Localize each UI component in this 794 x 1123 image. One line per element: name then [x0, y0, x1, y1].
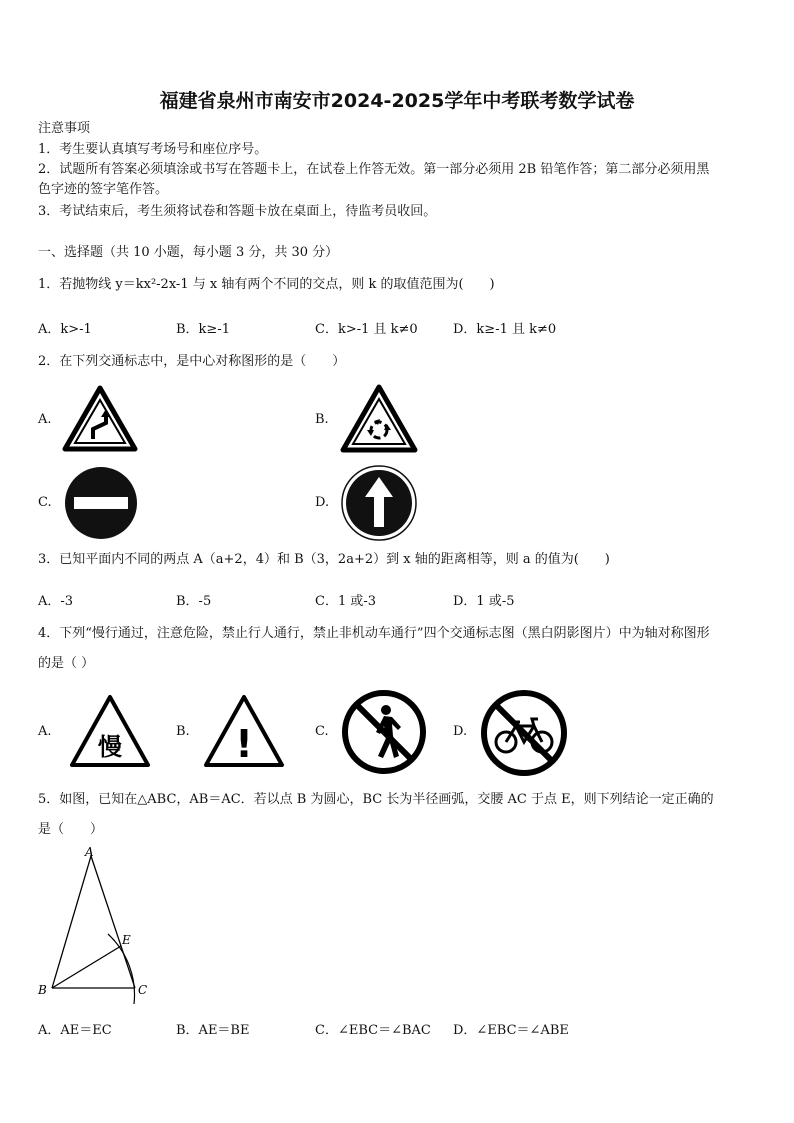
danger-sign-text: !	[235, 722, 253, 766]
triangle-figure	[36, 842, 156, 1007]
straight-ahead-sign-icon	[341, 465, 417, 541]
question-2-stem: 2．在下列交通标志中，是中心对称图形的是（ ）	[38, 354, 346, 369]
roundabout-sign-icon	[340, 384, 418, 454]
section-heading: 一、选择题（共 10 小题，每小题 3 分，共 30 分）	[38, 245, 339, 260]
q3-option-d: D．1 或-5	[453, 594, 515, 609]
slow-sign-text: 慢	[98, 733, 122, 761]
q5-option-a: A．AE＝EC	[38, 1023, 112, 1038]
notice-item: 3．考试结束后，考生须将试卷和答题卡放在桌面上，待监考员收回。	[38, 204, 437, 219]
question-4-stem: 4．下列“慢行通过，注意危险，禁止行人通行，禁止非机动车通行”四个交通标志图（黑白阴影图片）中为轴对称图形	[38, 626, 710, 641]
question-4-stem-cont: 的是（ ）	[38, 656, 95, 671]
q3-option-c: C．1 或-3	[315, 594, 377, 609]
no-entry-sign-icon	[64, 466, 138, 540]
question-5-stem-cont: 是（ ）	[38, 822, 104, 837]
q3-option-a: A．-3	[38, 594, 74, 609]
no-pedestrians-sign-icon	[340, 688, 428, 776]
danger-sign-icon	[202, 693, 286, 769]
label-b: B	[38, 983, 47, 997]
slow-sign-icon	[68, 693, 152, 769]
q4-option-b: B.	[176, 724, 190, 739]
notice-item: 2．试题所有答案必须填涂或书写在答题卡上，在试卷上作答无效。第一部分必须用 2B 铅笔作答；第二部分必须用黑	[38, 162, 710, 177]
q5-option-d: D．∠EBC＝∠ABE	[453, 1023, 569, 1038]
q4-option-d: D.	[453, 724, 468, 739]
q1-option-c: C．k>-1 且 k≠0	[315, 322, 418, 337]
notice-item: 色字迹的签字笔作答。	[38, 182, 169, 197]
label-a: A	[85, 845, 94, 859]
side-ac	[91, 856, 135, 988]
q2-option-a: A.	[38, 412, 52, 427]
question-5-stem: 5．如图，已知在△ABC，AB＝AC．若以点 B 为圆心，BC 长为半径画弧，交腰 AC 于点 E，则下列结论一定正确的	[38, 792, 714, 807]
q2-option-c: C.	[38, 495, 52, 510]
page-title: 福建省泉州市南安市2024-2025学年中考联考数学试卷	[159, 90, 635, 112]
label-e: E	[122, 933, 131, 947]
q5-option-b: B．AE＝BE	[176, 1023, 250, 1038]
q2-option-d: D.	[315, 495, 330, 510]
no-bicycles-sign-icon	[479, 688, 569, 778]
question-3-stem: 3．已知平面内不同的两点 A（a+2，4）和 B（3，2a+2）到 x 轴的距离相等，则 a 的值为( )	[38, 552, 610, 567]
notice-heading: 注意事项	[38, 121, 91, 136]
q3-option-b: B．-5	[176, 594, 212, 609]
q1-option-b: B．k≥-1	[176, 322, 230, 337]
winding-road-sign-icon	[62, 385, 138, 453]
q4-option-a: A.	[38, 724, 52, 739]
notice-item: 1．考生要认真填写考场号和座位序号。	[38, 142, 268, 157]
q1-option-a: A．k>-1	[38, 322, 92, 337]
label-c: C	[138, 983, 148, 997]
q2-option-b: B.	[315, 412, 329, 427]
q1-option-d: D．k≥-1 且 k≠0	[453, 322, 557, 337]
q4-option-c: C.	[315, 724, 329, 739]
question-1-stem: 1．若抛物线 y＝kx²-2x-1 与 x 轴有两个不同的交点，则 k 的取值范围为( )	[38, 277, 495, 292]
q5-option-c: C．∠EBC＝∠BAC	[315, 1023, 431, 1038]
